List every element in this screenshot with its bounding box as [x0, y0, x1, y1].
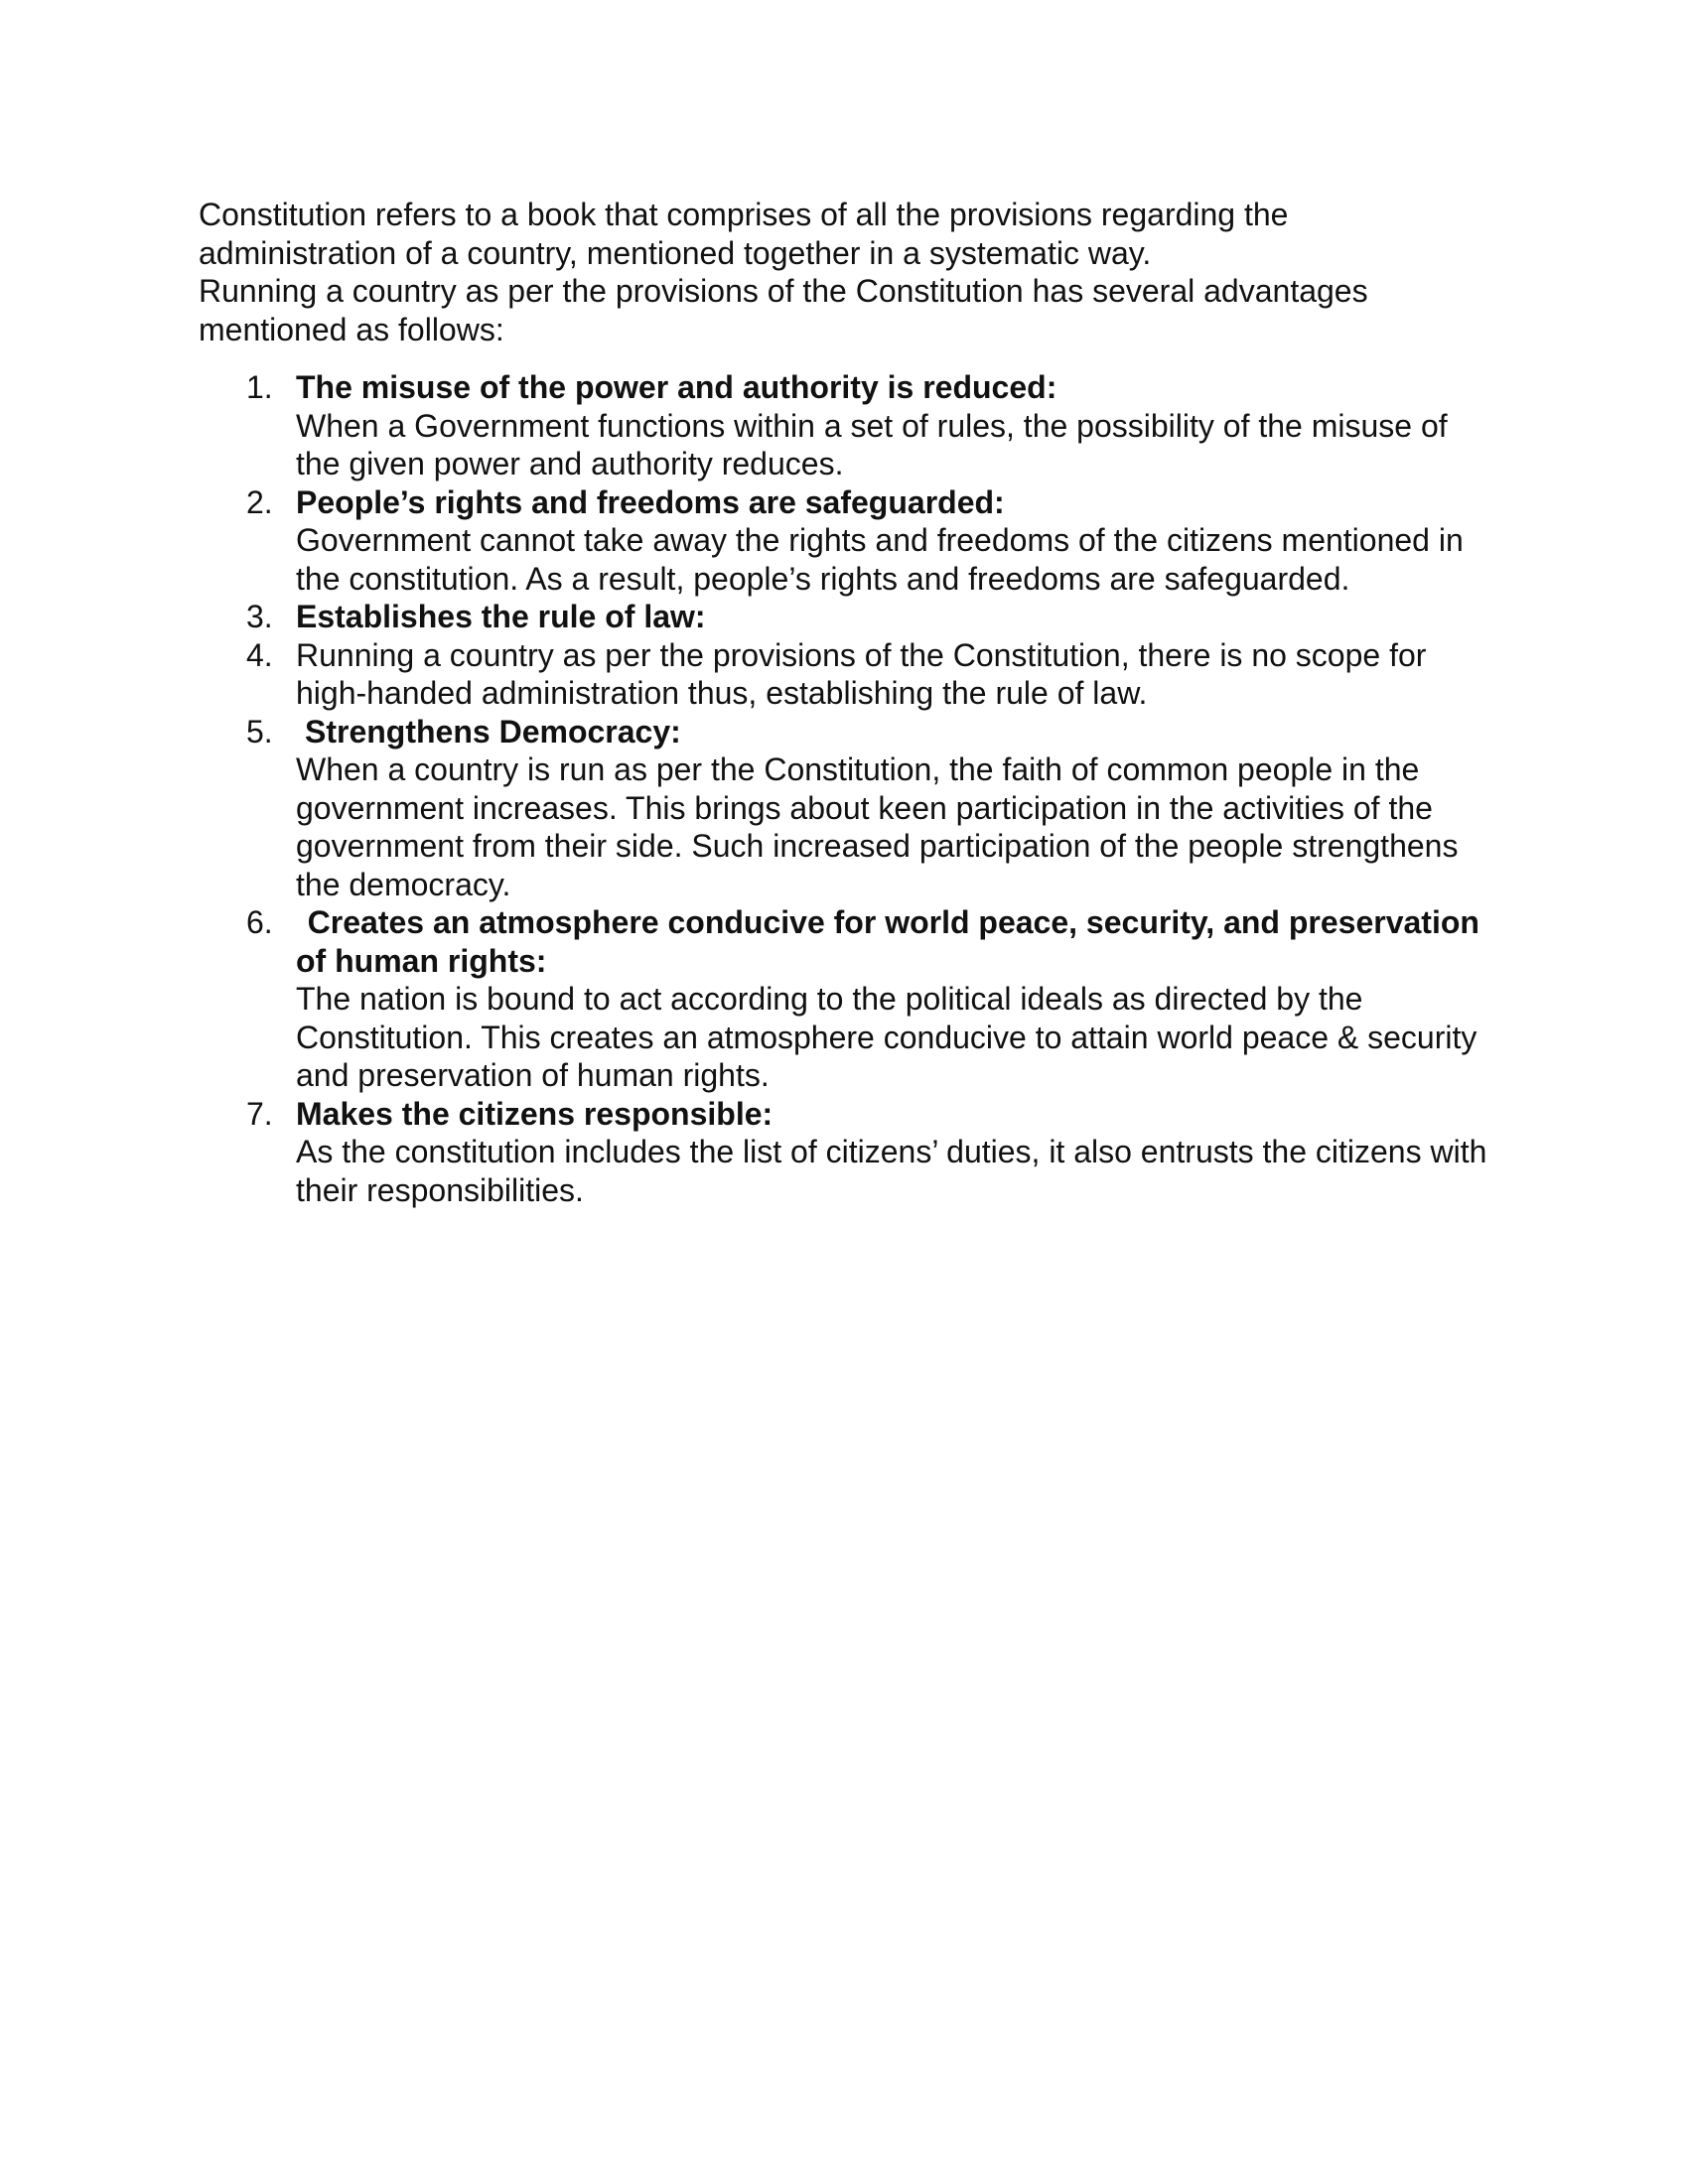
list-number: 3.	[246, 599, 273, 634]
item-heading: Establishes the rule of law:	[296, 599, 706, 634]
item-heading: The misuse of the power and authority is reduced:	[296, 369, 1057, 405]
list-item-1	[199, 368, 1489, 483]
intro	[199, 196, 1489, 348]
item-heading-text: Creates an atmosphere conducive for world peace, security, and preservation of human rights:	[296, 904, 1479, 979]
intro-paragraph-1: Constitution refers to a book that comprises of all the provisions regarding the administration of a country, mentioned together in a systematic way.	[199, 197, 1289, 271]
list-item-4	[199, 636, 1489, 713]
item-text: Running a country as per the provisions of the Constitution, there is no scope for high-handed administration thus, establishing the rule of law.	[296, 636, 1427, 711]
list-number: 2.	[246, 483, 273, 520]
list-number: 6.	[246, 904, 273, 940]
intro-paragraph-2: Running a country as per the provisions of the Constitution has several advantages mentioned as follows:	[199, 273, 1368, 347]
item-heading	[296, 903, 1489, 980]
list-number: 7.	[246, 1095, 273, 1132]
list-item-7	[199, 1095, 1489, 1210]
list-item-3	[199, 598, 1489, 636]
item-text: The nation is bound to act according to the political ideals as directed by the Constitution. This creates an atmosphere conducive to attain world peace & security and preservation of human rights.	[296, 981, 1477, 1093]
list-number: 5.	[246, 713, 273, 750]
item-heading: Makes the citizens responsible:	[296, 1095, 774, 1132]
list-number: 4.	[246, 636, 273, 673]
item-text: When a Government functions within a set of rules, the possibility of the misuse of the given power and authority reduces.	[296, 407, 1448, 481]
item-heading: People’s rights and freedoms are safeguarded:	[296, 483, 1005, 520]
list-number: 1.	[246, 369, 273, 405]
list-item-6	[199, 903, 1489, 1095]
list-item-2	[199, 483, 1489, 599]
list-item-5	[199, 713, 1489, 904]
item-text: As the constitution includes the list of citizens’ duties, it also entrusts the citizens with their responsibilities.	[296, 1134, 1487, 1208]
item-heading: Strengthens Democracy:	[305, 713, 681, 750]
document-page	[199, 196, 1489, 1209]
item-text: When a country is run as per the Constitution, the faith of common people in the government increases. This brings about keen participation in the activities of the government from their side. Such increased participation of the people strengthens the democracy.	[296, 751, 1459, 902]
item-text: Government cannot take away the rights and freedoms of the citizens mentioned in the constitution. As a result, people’s rights and freedoms are safeguarded.	[296, 522, 1464, 597]
advantages-list	[199, 368, 1489, 1209]
